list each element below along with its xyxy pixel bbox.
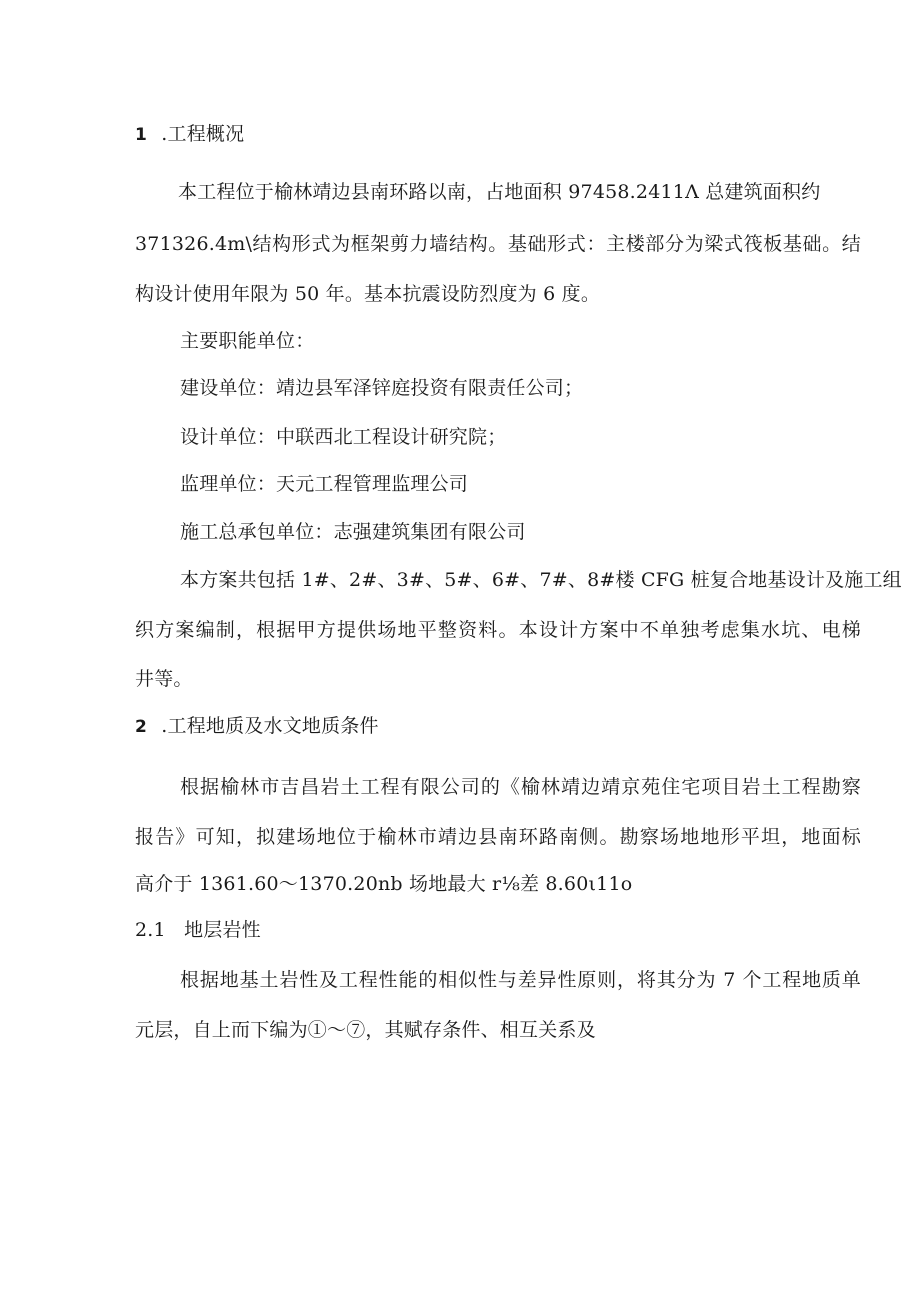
section-2-title: .工程地质及水文地质条件 <box>161 715 379 737</box>
subsection-2-1-number: 2.1 <box>135 919 166 941</box>
unit-construction: 建设单位：靖边县军泽锌庭投资有限责任公司； <box>180 377 584 399</box>
section-2-para1-line-2: 报告》可知，拟建场地位于榆林市靖边县南环路南侧。勘察场地地形平坦，地面标 <box>135 826 861 848</box>
section-2-heading <box>135 714 379 739</box>
section-1-para1-line-2: 371326.4m\结构形式为框架剪力墙结构。基础形式：主楼部分为梁式筏板基础。结 <box>135 233 861 255</box>
section-1-heading <box>135 122 244 147</box>
section-1-para2-line-2: 织方案编制，根据甲方提供场地平整资料。本设计方案中不单独考虑集水坑、电梯 <box>135 619 861 641</box>
section-2-number: 2 <box>135 717 148 737</box>
unit-general-contractor: 施工总承包单位：志强建筑集团有限公司 <box>180 521 526 543</box>
section-1-number: 1 <box>135 125 148 145</box>
unit-design: 设计单位：中联西北工程设计研究院； <box>180 426 507 448</box>
subsection-2-1-heading <box>135 918 261 942</box>
section-2-para1-line-3: 高介于 1361.60～1370.20nb 场地最大 r⅛差 8.60ι11o <box>135 873 633 895</box>
section-2-para2-line-1: 根据地基土岩性及工程性能的相似性与差异性原则，将其分为 7 个工程地质单 <box>180 969 861 991</box>
section-1-title: .工程概况 <box>161 123 245 145</box>
subsection-2-1-title: 地层岩性 <box>184 919 261 941</box>
section-1-para1-line-1: 本工程位于榆林靖边县南环路以南，占地面积 97458.2411Λ 总建筑面积约 <box>178 181 821 203</box>
units-heading: 主要职能单位： <box>180 330 315 352</box>
section-1-para2-line-3: 井等。 <box>135 668 193 690</box>
section-1-para2-line-1: 本方案共包括 1#、2#、3#、5#、6#、7#、8#楼 CFG 桩复合地基设计及施工组 <box>180 569 902 591</box>
unit-supervision: 监理单位：天元工程管理监理公司 <box>180 473 469 495</box>
section-2-para1-line-1: 根据榆林市吉昌岩土工程有限公司的《榆林靖边靖京苑住宅项目岩土工程勘察 <box>180 776 861 798</box>
section-1-para1-line-3: 构设计使用年限为 50 年。基本抗震设防烈度为 6 度。 <box>135 283 601 305</box>
section-2-para2-line-2: 元层，自上而下编为①～⑦，其赋存条件、相互关系及 <box>135 1019 596 1041</box>
